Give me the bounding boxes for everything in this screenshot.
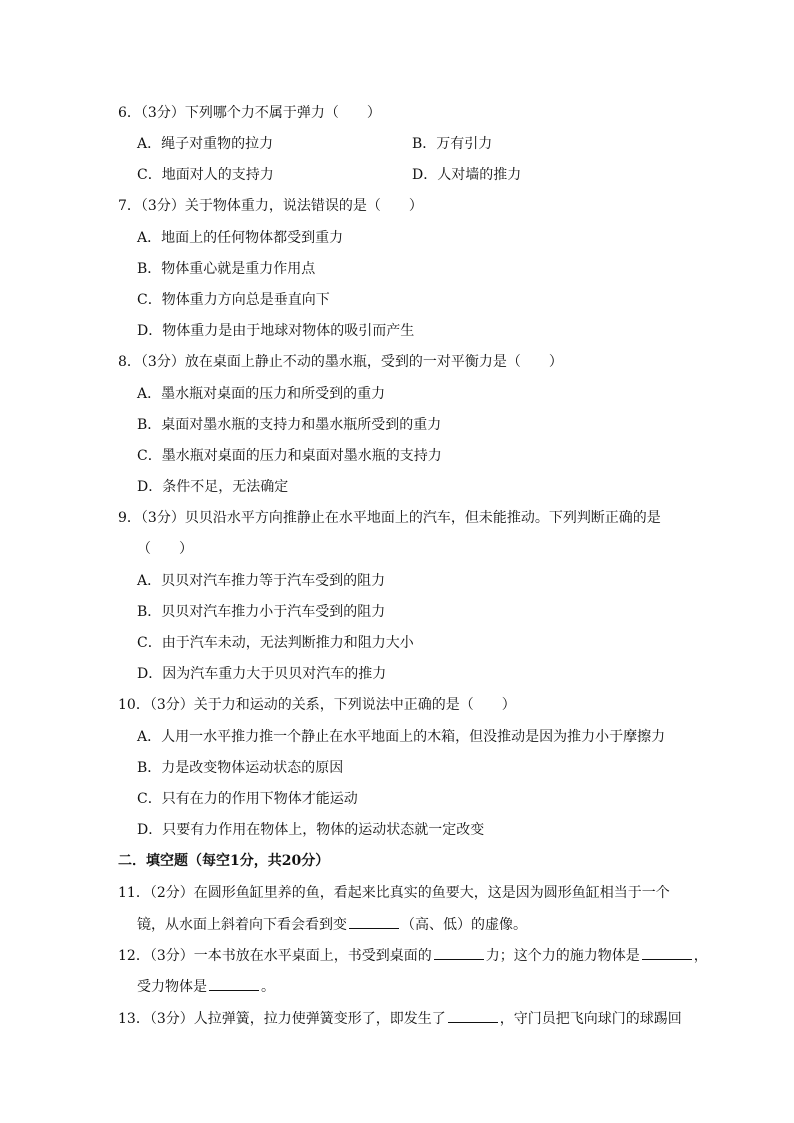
q7-option-c: C．物体重力方向总是垂直向下 xyxy=(137,292,330,308)
q10-option-d: D．只要有力作用在物体上，物体的运动状态就一定改变 xyxy=(137,822,485,838)
q12-blank-2 xyxy=(642,945,692,960)
q7-option-b: B．物体重心就是重力作用点 xyxy=(137,261,316,277)
q12-text-2: 力；这个力的施力物体是 xyxy=(485,948,640,964)
q6-option-b: B．万有引力 xyxy=(412,136,493,152)
q11-line-1: 11．（2分）在圆形鱼缸里养的鱼，看起来比真实的鱼要大，这是因为圆形鱼缸相当于一个 xyxy=(118,885,670,901)
q8-stem: 8．（3分）放在桌面上静止不动的墨水瓶，受到的一对平衡力是（ ） xyxy=(118,354,563,370)
q8-option-a: A．墨水瓶对桌面的压力和所受到的重力 xyxy=(137,386,386,402)
q6-stem: 6．（3分）下列哪个力不属于弹力（ ） xyxy=(118,105,381,121)
q6-option-c: C．地面对人的支持力 xyxy=(137,167,274,183)
q10-option-a: A．人用一水平推力推一个静止在水平地面上的木箱，但没推动是因为推力小于摩擦力 xyxy=(137,729,666,745)
q9-option-c: C．由于汽车未动，无法判断推力和阻力大小 xyxy=(137,635,414,651)
q12-text-3: ， xyxy=(693,948,708,964)
q10-option-b: B．力是改变物体运动状态的原因 xyxy=(137,760,344,776)
q12-blank-1 xyxy=(434,945,484,960)
q13-line-1 xyxy=(118,1008,682,1029)
q7-option-d: D．物体重力是由于地球对物体的吸引而产生 xyxy=(137,323,415,339)
q9-stem-continuation: （ ） xyxy=(137,541,193,557)
q11-line-2 xyxy=(137,914,527,935)
q7-stem: 7．（3分）关于物体重力，说法错误的是（ ） xyxy=(118,198,423,214)
q9-stem: 9．（3分）贝贝沿水平方向推静止在水平地面上的汽车，但未能推动。下列判断正确的是 xyxy=(118,510,661,526)
q8-option-b: B．桌面对墨水瓶的支持力和墨水瓶所受到的重力 xyxy=(137,417,442,433)
q11-blank xyxy=(349,914,399,929)
q12-line-2 xyxy=(137,976,275,997)
q13-text-1: 13．（3分）人拉弹簧，拉力使弹簧变形了，即发生了 xyxy=(118,1011,446,1027)
section-heading-fill-in: 二．填空题（每空1分，共20分） xyxy=(118,853,330,869)
q9-option-b: B．贝贝对汽车推力小于汽车受到的阻力 xyxy=(137,604,386,620)
q6-option-d: D．人对墙的推力 xyxy=(412,167,522,183)
q12-blank-3 xyxy=(209,976,259,991)
q11-text-1: 镜，从水面上斜着向下看会看到变 xyxy=(137,917,347,933)
q6-option-a: A．绳子对重物的拉力 xyxy=(137,136,274,152)
q9-option-a: A．贝贝对汽车推力等于汽车受到的阻力 xyxy=(137,573,386,589)
q9-option-d: D．因为汽车重力大于贝贝对汽车的推力 xyxy=(137,666,387,682)
q13-blank-1 xyxy=(448,1008,498,1023)
q10-option-c: C．只有在力的作用下物体才能运动 xyxy=(137,791,358,807)
q7-option-a: A．地面上的任何物体都受到重力 xyxy=(137,230,344,246)
q11-text-2: （高、低）的虚像。 xyxy=(401,917,527,933)
q10-stem: 10．（3分）关于力和运动的关系，下列说法中正确的是（ ） xyxy=(118,697,516,713)
q12-text-1: 12．（3分）一本书放在水平桌面上，书受到桌面的 xyxy=(118,948,432,964)
q8-option-c: C．墨水瓶对桌面的压力和桌面对墨水瓶的支持力 xyxy=(137,448,442,464)
q12-text-4: 受力物体是 xyxy=(137,979,207,995)
q8-option-d: D．条件不足，无法确定 xyxy=(137,479,289,495)
q13-text-2: ，守门员把飞向球门的球踢回 xyxy=(499,1011,682,1027)
q12-text-5: 。 xyxy=(261,979,275,995)
q12-line-1 xyxy=(118,945,708,966)
